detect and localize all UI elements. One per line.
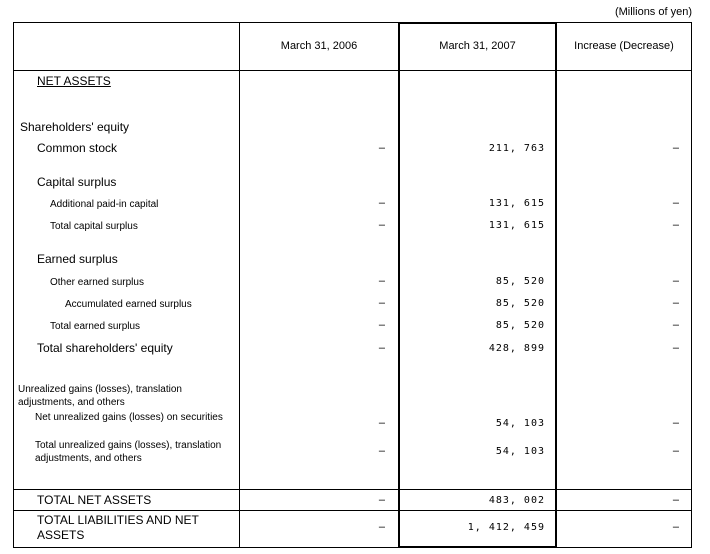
unit-note: (Millions of yen) (614, 6, 692, 18)
row-label-total-capital-surplus: Total capital surplus (50, 221, 138, 232)
row-label-accumulated-earned-surplus: Accumulated earned surplus (65, 299, 192, 310)
cell-aes-change: – (672, 297, 679, 309)
total-net-assets-top-rule (13, 489, 692, 490)
cell-tna-2006: – (378, 494, 385, 506)
cell-tes-2007: 85, 520 (495, 320, 545, 331)
cell-oes-2007: 85, 520 (495, 276, 545, 287)
row-label-capital-surplus: Capital surplus (37, 175, 117, 189)
row-label-total-shareholders-equity: Total shareholders' equity (37, 341, 173, 355)
row-label-unrealized-gains-section: Unrealized gains (losses), translation adjustments, and others (18, 384, 182, 408)
cell-tug-2006: – (378, 445, 385, 457)
row-label-other-earned-surplus: Other earned surplus (50, 277, 144, 288)
row-label-total-earned-surplus: Total earned surplus (50, 321, 141, 332)
cell-nug-2007: 54, 103 (495, 418, 545, 429)
header-increase-decrease: Increase (Decrease) (574, 40, 674, 52)
cell-oes-2006: – (378, 275, 385, 287)
cell-nug-change: – (672, 417, 679, 429)
row-label-net-unrealized-gains: Net unrealized gains (losses) on securities (35, 412, 223, 423)
cell-tse-2006: – (378, 342, 385, 354)
cell-tna-2007: 483, 002 (488, 495, 545, 506)
cell-tcs-2007: 131, 615 (488, 220, 545, 231)
cell-common-stock-change: – (672, 142, 679, 154)
row-label-additional-paid-in-capital: Additional paid-in capital (50, 199, 159, 210)
cell-tcs-change: – (672, 219, 679, 231)
balance-sheet-table (13, 22, 692, 548)
row-label-earned-surplus: Earned surplus (37, 252, 118, 266)
cell-aes-2007: 85, 520 (495, 298, 545, 309)
total-liabilities-top-rule (13, 510, 692, 511)
row-label-shareholders-equity: Shareholders' equity (20, 120, 130, 134)
column-divider-1 (239, 22, 240, 548)
column-divider-3 (555, 22, 557, 548)
row-label-total-liabilities-and-net-assets: TOTAL LIABILITIES AND NET ASSETS (37, 513, 199, 542)
cell-tug-change: – (672, 445, 679, 457)
row-label-net-assets: NET ASSETS (37, 74, 111, 88)
table-border-bottom (13, 547, 692, 548)
cell-tug-2007: 54, 103 (495, 446, 545, 457)
cell-aes-2006: – (378, 297, 385, 309)
cell-tes-change: – (672, 319, 679, 331)
cell-tlna-change: – (672, 521, 679, 533)
row-label-total-unrealized-gains: Total unrealized gains (losses), translation adjustments, and others (35, 440, 222, 464)
cell-tlna-2006: – (378, 521, 385, 533)
row-label-total-net-assets: TOTAL NET ASSETS (37, 493, 152, 507)
cell-apic-2006: – (378, 197, 385, 209)
highlight-bottom (398, 546, 557, 548)
header-march-2006: March 31, 2006 (280, 40, 358, 52)
cell-tes-2006: – (378, 319, 385, 331)
cell-oes-change: – (672, 275, 679, 287)
table-border-left (13, 22, 14, 548)
row-label-common-stock: Common stock (37, 141, 118, 155)
cell-tcs-2006: – (378, 219, 385, 231)
header-march-2007: March 31, 2007 (439, 40, 516, 52)
cell-nug-2006: – (378, 417, 385, 429)
cell-common-stock-2006: – (378, 142, 385, 154)
cell-apic-2007: 131, 615 (488, 198, 545, 209)
cell-tse-2007: 428, 899 (488, 343, 545, 354)
cell-tlna-2007: 1, 412, 459 (467, 522, 545, 533)
cell-tse-change: – (672, 342, 679, 354)
cell-tna-change: – (672, 494, 679, 506)
table-border-right (691, 22, 692, 548)
header-divider (13, 70, 692, 71)
cell-apic-change: – (672, 197, 679, 209)
cell-common-stock-2007: 211, 763 (488, 143, 545, 154)
